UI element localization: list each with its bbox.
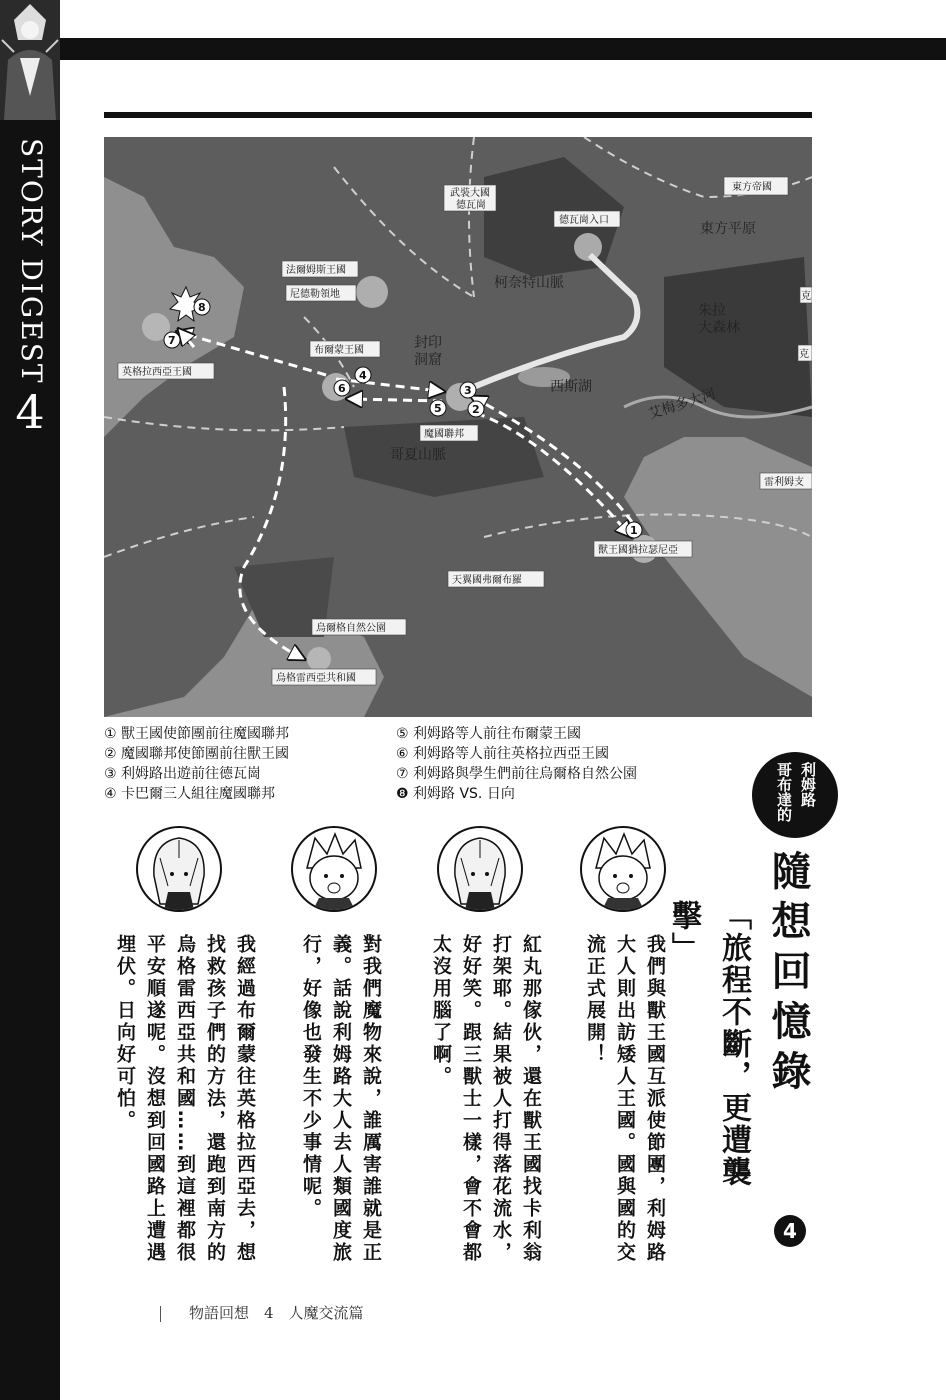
dialogue-line: 好好笑。跟三獸士一樣，會不會都 <box>460 934 482 1264</box>
marker-5: 5 <box>434 402 442 415</box>
label-farmus: 法爾姆斯王國 <box>286 265 346 276</box>
marker-6: 6 <box>338 382 346 395</box>
label-dwargon: 德瓦崗 <box>456 200 486 211</box>
label-sky-kingdom: 天翼國弗爾布羅 <box>452 575 522 586</box>
legend-item: ① 獸王國使節團前往魔國聯邦 <box>104 726 290 742</box>
marker-2: 2 <box>472 403 480 416</box>
dialogue-line: 義。話說利姆路大人去人類國度旅 <box>330 934 352 1264</box>
dialogue-line: 打架耶。結果被人打得落花流水， <box>490 934 512 1264</box>
badge-line-1: 利姆路 <box>799 762 817 807</box>
header-bar <box>60 38 946 60</box>
dialogue-line: 平安順遂呢。沒想到回國路上遭遇 <box>144 934 166 1264</box>
label-nidol: 尼德勒領地 <box>290 289 340 300</box>
label-armed-nation: 武裝大國 <box>450 188 490 199</box>
marker-1: 1 <box>630 524 638 537</box>
gobta-portrait <box>580 826 666 912</box>
header-rule <box>104 112 812 118</box>
legend-item: ⑥ 利姆路等人前往英格拉西亞王國 <box>396 746 610 762</box>
route-legend <box>104 724 812 804</box>
label-blumund: 布爾蒙王國 <box>314 345 364 356</box>
dialogue-line: 我們與獸王國互派使節團，利姆路 <box>644 934 666 1264</box>
spine-character-illustration <box>0 0 60 120</box>
column-subtitle: 「旅程不斷，更遭襲擊」 <box>666 900 751 1188</box>
legend-item: ⑤ 利姆路等人前往布爾蒙王國 <box>396 726 582 742</box>
column-title-number: 4 <box>774 1215 806 1247</box>
page-footer <box>160 1302 364 1323</box>
label-kanaat-mountains: 柯奈特山脈 <box>494 275 564 291</box>
label-tempest: 魔國聯邦 <box>424 429 464 440</box>
label-ameld-river: 艾梅多大河 <box>646 385 718 423</box>
rimuru-portrait <box>437 826 523 912</box>
legend-item: ❽ 利姆路 VS. 日向 <box>396 786 515 802</box>
label-east-empire: 東方帝國 <box>732 182 772 193</box>
label-dwargon-entrance: 德瓦崗入口 <box>559 215 609 226</box>
badge-line-2: 哥布達的 <box>775 762 793 822</box>
label-eurazania: 獸王國猶拉瑟尼亞 <box>598 545 678 556</box>
footer-divider <box>160 1306 161 1322</box>
dialogue-line: 埋伏。日向好可怕。 <box>114 934 136 1132</box>
legend-item: ④ 卡巴爾三人組往魔國聯邦 <box>104 786 276 802</box>
dialogue-line: 烏格雷西亞共和國……到這裡都很 <box>174 934 196 1264</box>
gobta-portrait <box>291 826 377 912</box>
series-badge <box>752 752 838 838</box>
marker-3: 3 <box>464 384 472 397</box>
legend-left <box>104 724 444 804</box>
footer-text: 物語回想 4 人魔交流篇 <box>189 1304 364 1322</box>
label-lake-sis: 西斯湖 <box>550 379 592 395</box>
spine-title: STORY DIGEST <box>15 138 48 385</box>
label-right-edge-1: 克 <box>801 291 811 302</box>
label-right-edge-2: 克 <box>799 349 809 360</box>
label-east-plain: 東方平原 <box>700 221 756 237</box>
column-title: 隨想回憶錄 <box>765 850 811 1100</box>
label-hinata-mountains: 哥夏山脈 <box>390 447 446 463</box>
dialogue-line: 對我們魔物來說，誰厲害誰就是正 <box>360 934 382 1264</box>
rimuru-portrait <box>136 826 222 912</box>
dialogue-line: 紅丸那傢伙，還在獸王國找卡利翁 <box>520 934 542 1264</box>
dialogue-line: 我經過布爾蒙往英格拉西亞去，想 <box>234 934 256 1264</box>
spine-number: 4 <box>15 385 45 439</box>
label-sealed-cave: 封印洞窟 <box>414 335 442 368</box>
label-ulg-park: 烏爾格自然公園 <box>316 623 386 634</box>
legend-item: ③ 利姆路出遊前往德瓦崗 <box>104 766 262 782</box>
label-englesia: 英格拉西亞王國 <box>122 367 192 378</box>
marker-7: 7 <box>168 334 176 347</box>
spine <box>0 0 60 1400</box>
dialogue-line: 行，好像也發生不少事情呢。 <box>300 934 322 1220</box>
label-ulgresia: 烏格雷西亞共和國 <box>276 673 356 684</box>
legend-item: ② 魔國聯邦使節團前往獸王國 <box>104 746 290 762</box>
dialogue-line: 大人則出訪矮人王國。國與國的交 <box>614 934 636 1264</box>
legend-item: ⑦ 利姆路與學生們前往烏爾格自然公園 <box>396 766 637 782</box>
marker-8: 8 <box>198 301 206 314</box>
dialogue-line: 找救孩子們的方法，還跑到南方的 <box>204 934 226 1264</box>
legend-right <box>396 724 736 804</box>
label-jura-forest: 朱拉大森林 <box>698 303 740 336</box>
dialogue-line: 流正式展開！ <box>584 934 606 1066</box>
marker-4: 4 <box>359 369 367 382</box>
label-right-edge-3: 雷利姆支 <box>764 477 804 488</box>
dialogue-line: 太沒用腦了啊。 <box>430 934 452 1088</box>
world-map <box>104 137 812 717</box>
